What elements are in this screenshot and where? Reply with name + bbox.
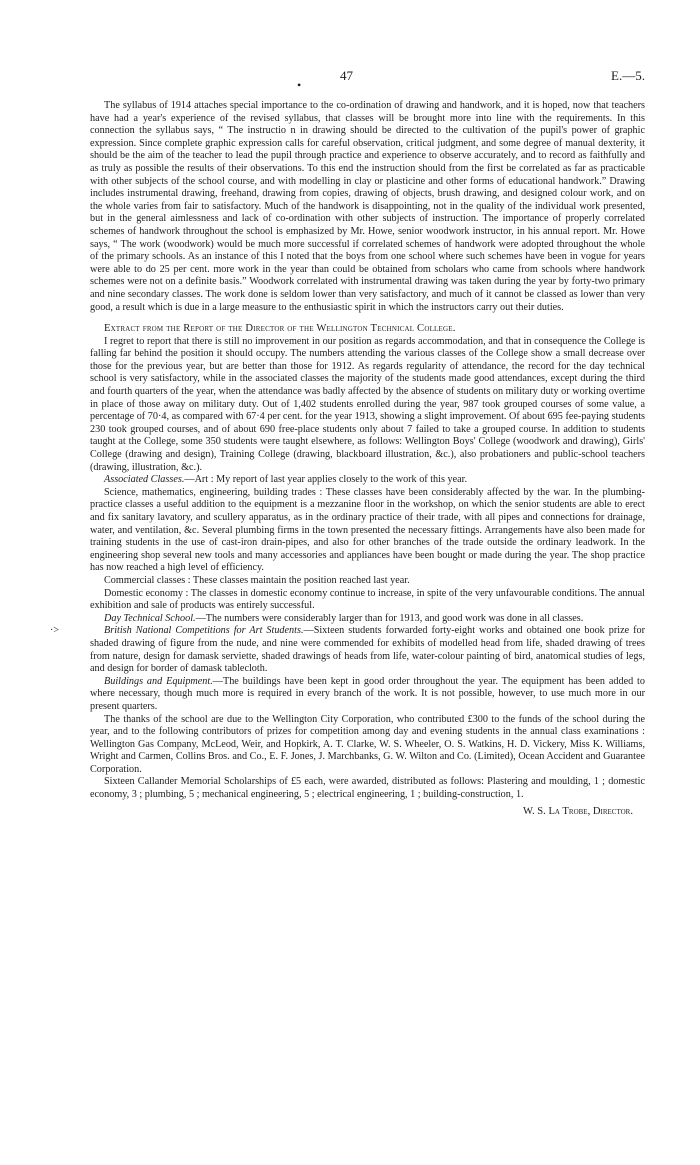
director-signature: W. S. La Trobe, Director. [522,805,633,817]
syllabus-paragraph: The syllabus of 1914 attaches special importance to the co-ordination of drawing and handwork, and it is hoped, now that teachers have had a year's experience of the revised syllabus, that classes will be brought more into line with the requirements. In this connection the syllabus says, “ The instructio n in drawing should be directed to the cultivation of the pupil's power of graphic expression. Since complete graphic expression calls for careful observation, critical judgment, and some degree of manual dexterity, it should be the aim of the teacher to lead the pupil through practice and experience to observe accurately, and to record as faithfully and as truly as possible the results of their observations. To this end the instruction should from the first be correlated as far as practicable with other subjects of the school course, and with modelling in clay or plasticine and other forms of educational handwork.” Drawing includes instrumental drawing, freehand, drawing from copies, drawing of objects, brush drawing, and designed colour work, and on the whole varies from fair to satisfactory. Much of the handwork is disappointing, not in the quality of the individual work presented, but in the general aimlessness and lack of co-ordination with other subjects of instruction. The importance of properly correlated schemes of handwork throughout the school is emphasized by Mr. Howe, senior woodwork instructor, in his annual report. Mr. Howe says, “ The work (woodwork) would be much more successful if correlated schemes of handwork were adopted throughout the whole of the primary schools. As an instance of this I noted that the boys from one school where such schemes have been in vogue for years were able to do 25 per cent. more work in the year than could be obtained from scholars who came from schools where handwork schemes were not on a definite basis.” Woodwork correlated with instrumental drawing was taken during the year by forty-two primary and nine secondary classes. The work done is seldom lower than very satisfactory, and much of it cannot be classed as lower than very good, a result which is due in a large measure to the enthusiastic spirit in which the instructors carry out their duties. [90,100,645,313]
commercial-paragraph: Commercial classes : These classes maintain the position reached last year. [104,574,410,586]
buildings-text: —The buildings have been kept in good order throughout the year. The equipment has been added to where necessary, though much more is required in every branch of the work. It is not possible, however, to use much more in our present quarters. [90,675,645,712]
british-competitions-paragraph [90,625,645,675]
scholarships-paragraph: Sixteen Callander Memorial Scholarships of £5 each, were awarded, distributed as follows: Plastering and moulding, 1 ; domestic economy, 3 ; plumbing, 5 ; mechanical engineering, 5 ; electrical engineering, 1 ; building-construction, 1. [90,776,645,801]
header-mark: • [297,78,302,92]
associated-classes-paragraph [90,474,645,487]
extract-heading: Extract from the Report of the Director of the Wellington Technical College. [104,323,456,335]
day-school-text: —The numbers were considerably larger than for 1913, and good work was done in all classes. [195,612,584,624]
accommodation-paragraph: I regret to report that there is still no improvement in our position as regards accommodation, and that in consequence the College is falling far behind the position it should occupy. The numbers attending the various classes of the College show a small decrease over those for the previous year, but are better than those for 1912. As regards regularity of attendance, the record for the day technical school is very satisfactory, while in the associated classes the majority of the students made good attendances, except during the third and fourth quarters of the year, when the attendance was badly affected by the absence of students on military duty or working overtime in place of those away on military duty. Out of 1,402 students enrolled during the year, 987 took grouped courses of some value, a percentage of 70·4, as compared with 67·4 per cent. for the year 1913, showing a slight improvement. Of about 695 fee-paying students 230 took grouped courses, and of about 690 free-place students only about 7 failed to take a grouped course. In addition to students taught at the College, some 350 students were taught elsewhere, as follows: Wellington Boys' College (woodwork and drawing), Girls' College (drawing and design), Training College (drawing, blackboard illustration, &c.), also probationers and public-school teachers (drawing, illustration, &c.). [90,335,645,473]
british-competitions-text: —Sixteen students forwarded forty-eight works and obtained one book prize for shaded drawing of figure from the nude, and nine were commended for exhibits of modelled head from life, shaded drawing of trees from nature, design for damask serviette, shaded drawings of heads from life, water-colour painting of bird, anatomical studies of legs, and design for border of damask tablecloth. [90,625,646,675]
series-code: E.—5. [611,68,645,83]
document-body [90,100,645,818]
page-number: 47 [340,68,353,83]
british-competitions-lead: British National Competitions for Art Students. [104,625,304,637]
day-school-lead: Day Technical School. [104,612,196,624]
margin-mark: ·> [50,625,59,636]
associated-classes-lead: Associated Classes. [104,474,185,486]
day-school-paragraph [90,613,645,626]
associated-classes-text: —Art : My report of last year applies closely to the work of this year. [184,474,468,486]
thanks-paragraph: The thanks of the school are due to the Wellington City Corporation, who contributed £300 to the funds of the school during the year, and to the following contributors of prizes for competition among day and evening students in the annual class examinations : Wellington Gas Company, McLeod, Weir, and Hopkirk, A. T. Clarke, W. S. Wheeler, O. S. Watkins, H. D. Vickery, Miss K. Williams, Wright and Carmen, Collins Bros. and Co., E. F. Jones, J. Marchbanks, G. W. Wilton and Co. (Limited), Ocean Accident and Guarantee Corporation. [90,713,645,775]
domestic-paragraph: Domestic economy : The classes in domestic economy continue to increase, in spite of the very unfavourable conditions. The annual exhibition and sale of products was entirely successful. [90,587,645,612]
buildings-paragraph [90,676,645,714]
buildings-lead: Buildings and Equipment. [104,675,213,687]
science-paragraph: Science, mathematics, engineering, building trades : These classes have been considerably affected by the war. In the plumbing-practice classes a useful addition to the equipment is a mezzanine floor in the workshop, on which the senior students are able to erect and fix sanitary lavatory, and scullery apparatus, as in the ordinary practice of their trade, with all pipes and connections for drainage, water, and ventilation, &c. Several plumbing firms in the town presented the necessary fittings. Arrangements have also been made for training students in the use of cast-iron drain-pipes, and also for other branches of the trade outside the ordinary leadwork. In the engineering shop several new tools and many accessories and appliances have been bought or made during the year. The shop practice has now reached a high level of efficiency. [90,486,645,574]
